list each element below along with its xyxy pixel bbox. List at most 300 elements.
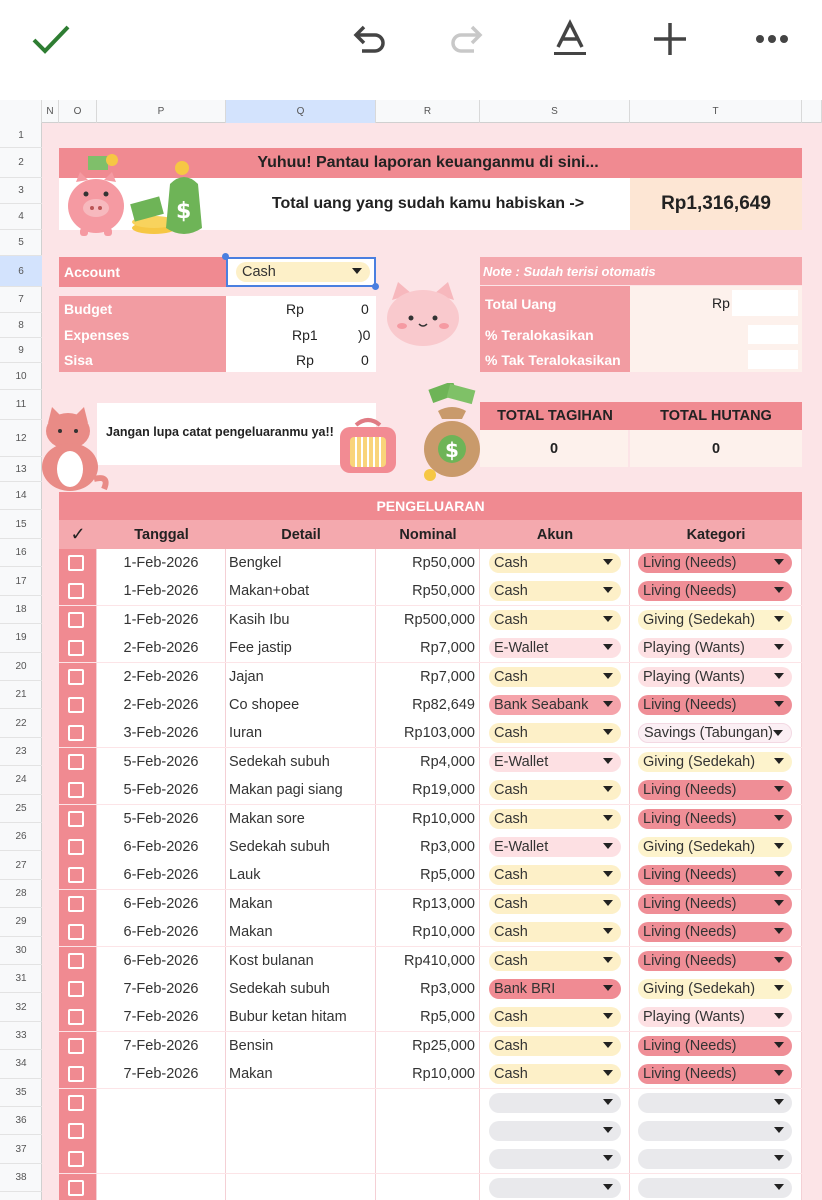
akun-cell[interactable] [480,1145,630,1173]
akun-cell[interactable] [480,776,630,804]
nominal-cell[interactable]: Rp5,000 [376,1003,480,1031]
detail-cell[interactable]: Bengkel [226,549,376,577]
chevron-down-icon [774,786,784,792]
nominal-cell[interactable]: Rp10,000 [376,805,480,833]
date-cell[interactable]: 5-Feb-2026 [97,805,226,833]
akun-cell[interactable] [480,606,630,634]
row-header[interactable]: 9 [0,338,42,363]
detail-cell[interactable]: Jajan [226,663,376,691]
column-header-n[interactable]: N [42,100,59,123]
row-header[interactable]: 8 [0,313,42,338]
expenses-value: Rp1 [292,327,318,343]
nominal-cell[interactable]: Rp10,000 [376,918,480,946]
row-checkbox[interactable] [68,555,84,571]
akun-cell[interactable] [480,918,630,946]
kategori-cell[interactable] [630,606,802,634]
kategori-cell[interactable] [630,634,802,662]
kategori-dropdown[interactable] [638,695,792,715]
kategori-cell[interactable] [630,918,802,946]
checkbox-cell [59,577,97,605]
total-tagihan-value[interactable]: 0 [480,430,630,467]
account-cell[interactable] [226,257,376,287]
checkbox-cell [59,947,97,975]
kategori-dropdown[interactable] [638,922,792,942]
row-checkbox[interactable] [68,754,84,770]
table-row [59,1117,802,1145]
kategori-cell[interactable] [630,691,802,719]
kategori-dropdown[interactable] [638,865,792,885]
kategori-cell[interactable] [630,776,802,804]
akun-cell[interactable] [480,1117,630,1145]
kategori-dropdown[interactable] [638,837,792,857]
row-header[interactable]: 13 [0,457,42,482]
akun-dropdown[interactable] [489,979,621,999]
row-header[interactable]: 20 [0,653,42,681]
header-kategori: Kategori [686,526,746,543]
header-akun: Akun [536,526,574,543]
kategori-dropdown[interactable] [638,1121,792,1141]
column-header-t[interactable]: T [630,100,802,123]
checkbox-cell [59,890,97,918]
kategori-cell[interactable] [630,1145,802,1173]
akun-dropdown[interactable] [489,610,621,630]
date-cell[interactable]: 6-Feb-2026 [97,918,226,946]
header-nominal: Nominal [399,526,457,543]
kategori-dropdown[interactable] [638,723,792,743]
akun-dropdown[interactable] [489,1007,621,1027]
row-header[interactable]: 17 [0,567,42,595]
chevron-down-icon [774,758,784,764]
akun-cell[interactable] [480,861,630,889]
kategori-cell[interactable] [630,549,802,577]
kategori-dropdown[interactable] [638,1064,792,1084]
selection-handle[interactable] [372,283,379,290]
row-header[interactable]: 37 [0,1135,42,1163]
akun-value: Cash [494,810,528,827]
kategori-dropdown[interactable] [638,951,792,971]
akun-dropdown[interactable] [489,553,621,573]
column-header-o[interactable]: O [59,100,97,123]
row-checkbox[interactable] [68,1009,84,1025]
akun-dropdown[interactable] [489,1064,621,1084]
row-header[interactable]: 25 [0,795,42,823]
akun-dropdown[interactable] [489,837,621,857]
chevron-down-icon [603,701,613,707]
nominal-cell[interactable]: Rp13,000 [376,890,480,918]
nominal-cell[interactable]: Rp3,000 [376,833,480,861]
row-header[interactable]: 6 [0,256,42,287]
akun-value: Cash [494,895,528,912]
row-checkbox[interactable] [68,839,84,855]
detail-cell[interactable]: Bensin [226,1032,376,1060]
akun-cell[interactable] [480,691,630,719]
akun-dropdown[interactable] [489,723,621,743]
row-header[interactable]: 38 [0,1164,42,1192]
row-header[interactable]: 31 [0,965,42,993]
teralokasikan-cell[interactable] [630,322,802,347]
date-cell[interactable] [97,1089,226,1117]
akun-cell[interactable] [480,805,630,833]
column-header-r[interactable]: R [376,100,480,123]
row-checkbox[interactable] [68,612,84,628]
table-row [59,634,802,662]
akun-dropdown[interactable] [489,667,621,687]
nominal-cell[interactable]: Rp5,000 [376,861,480,889]
akun-cell[interactable] [480,719,630,747]
akun-cell[interactable] [480,748,630,776]
budget-value-cell[interactable] [226,296,376,322]
chevron-down-icon [774,815,784,821]
row-header[interactable]: 33 [0,1022,42,1050]
total-hutang-value[interactable]: 0 [630,430,802,467]
column-header-s[interactable]: S [480,100,630,123]
row-checkbox[interactable] [68,1038,84,1054]
date-cell[interactable]: 6-Feb-2026 [97,861,226,889]
chevron-down-icon [603,559,613,565]
akun-cell[interactable] [480,549,630,577]
row-header[interactable]: 34 [0,1050,42,1078]
kategori-dropdown[interactable] [638,1178,792,1198]
nominal-cell[interactable]: Rp500,000 [376,606,480,634]
date-cell[interactable]: 6-Feb-2026 [97,833,226,861]
akun-cell[interactable] [480,975,630,1003]
more-icon[interactable] [747,14,797,64]
kategori-value: Living (Needs) [643,555,737,571]
akun-dropdown[interactable] [489,951,621,971]
kategori-dropdown[interactable] [638,979,792,999]
nominal-cell[interactable] [376,1089,480,1117]
kategori-dropdown[interactable] [638,780,792,800]
row-checkbox[interactable] [68,782,84,798]
akun-dropdown[interactable] [489,809,621,829]
kategori-dropdown[interactable] [638,894,792,914]
row-header[interactable]: 12 [0,420,42,457]
detail-cell[interactable] [226,1174,376,1200]
kategori-cell[interactable] [630,890,802,918]
date-cell[interactable]: 1-Feb-2026 [97,577,226,605]
row-checkbox[interactable] [68,1180,84,1196]
date-cell[interactable]: 1-Feb-2026 [97,549,226,577]
kategori-cell[interactable] [630,719,802,747]
checkbox-cell [59,1174,97,1200]
row-header[interactable]: 27 [0,851,42,879]
row-header[interactable]: 10 [0,363,42,390]
date-cell[interactable] [97,1117,226,1145]
chevron-down-icon [352,268,362,274]
date-cell[interactable]: 5-Feb-2026 [97,776,226,804]
kategori-cell[interactable] [630,748,802,776]
kategori-cell[interactable] [630,861,802,889]
selection-handle[interactable] [222,253,229,260]
row-header[interactable]: 5 [0,230,42,256]
nominal-cell[interactable]: Rp50,000 [376,549,480,577]
kategori-dropdown[interactable] [638,638,792,658]
date-cell[interactable]: 7-Feb-2026 [97,1003,226,1031]
nominal-cell[interactable]: Rp410,000 [376,947,480,975]
date-cell[interactable]: 7-Feb-2026 [97,1060,226,1088]
akun-value: Cash [494,867,528,884]
akun-cell[interactable] [480,577,630,605]
akun-dropdown[interactable] [489,865,621,885]
chevron-down-icon [603,900,613,906]
row-header[interactable]: 32 [0,993,42,1021]
kategori-cell[interactable] [630,663,802,691]
date-cell[interactable]: 5-Feb-2026 [97,748,226,776]
sisa-value-cell[interactable] [226,347,376,372]
reminder-text: Jangan lupa catat pengeluaranmu ya!! [106,425,334,439]
kategori-value: Playing (Wants) [643,640,745,657]
row-header[interactable]: 28 [0,880,42,908]
date-cell[interactable]: 7-Feb-2026 [97,1032,226,1060]
row-checkbox[interactable] [68,896,84,912]
date-cell[interactable]: 6-Feb-2026 [97,890,226,918]
account-dropdown[interactable] [236,262,370,282]
piggy-bank-icon [62,150,212,242]
kategori-dropdown[interactable] [638,1149,792,1169]
nominal-cell[interactable]: Rp10,000 [376,1060,480,1088]
akun-cell[interactable] [480,1060,630,1088]
kategori-cell[interactable] [630,1117,802,1145]
date-cell[interactable]: 3-Feb-2026 [97,719,226,747]
date-cell[interactable]: 6-Feb-2026 [97,947,226,975]
checkbox-cell [59,1003,97,1031]
kategori-dropdown[interactable] [638,667,792,687]
detail-cell[interactable]: Sedekah subuh [226,833,376,861]
detail-cell[interactable]: Bubur ketan hitam [226,1003,376,1031]
kategori-dropdown[interactable] [638,553,792,573]
row-checkbox[interactable] [68,640,84,656]
detail-cell[interactable] [226,1089,376,1117]
sisa-value: Rp [296,352,314,368]
detail-cell[interactable]: Kost bulanan [226,947,376,975]
total-hutang-label: TOTAL HUTANG [630,402,802,430]
redacted-block [748,350,798,369]
akun-value: Cash [494,782,528,799]
akun-cell[interactable] [480,947,630,975]
total-uang-label: Total Uang [480,286,630,322]
corner-cell[interactable] [0,100,42,123]
row-checkbox[interactable] [68,1123,84,1139]
akun-dropdown[interactable] [489,752,621,772]
check-header-icon: ✓ [70,524,86,544]
row-checkbox[interactable] [68,697,84,713]
row-checkbox[interactable] [68,811,84,827]
akun-dropdown[interactable] [489,638,621,658]
kategori-cell[interactable] [630,1174,802,1200]
kategori-cell[interactable] [630,805,802,833]
detail-cell[interactable]: Sedekah subuh [226,748,376,776]
row-header[interactable]: 19 [0,624,42,652]
akun-cell[interactable] [480,1003,630,1031]
date-cell[interactable]: 2-Feb-2026 [97,663,226,691]
checkbox-cell [59,805,97,833]
redo-icon[interactable] [443,14,493,64]
date-cell[interactable] [97,1174,226,1200]
chevron-down-icon [774,1070,784,1076]
akun-dropdown[interactable] [489,1093,621,1113]
akun-dropdown[interactable] [489,1121,621,1141]
chevron-down-icon [603,815,613,821]
nominal-cell[interactable]: Rp7,000 [376,663,480,691]
akun-dropdown[interactable] [489,581,621,601]
chevron-down-icon [774,1042,784,1048]
akun-cell[interactable] [480,1032,630,1060]
total-uang-cell[interactable] [630,286,802,322]
chevron-down-icon [603,843,613,849]
akun-cell[interactable] [480,890,630,918]
akun-dropdown[interactable] [489,922,621,942]
nominal-cell[interactable]: Rp82,649 [376,691,480,719]
kategori-cell[interactable] [630,975,802,1003]
row-checkbox[interactable] [68,1151,84,1167]
akun-cell[interactable] [480,634,630,662]
nominal-cell[interactable]: Rp25,000 [376,1032,480,1060]
kategori-dropdown[interactable] [638,581,792,601]
akun-dropdown[interactable] [489,1149,621,1169]
nominal-cell[interactable]: Rp4,000 [376,748,480,776]
kategori-cell[interactable] [630,833,802,861]
expenses-label: Expenses [59,322,226,347]
kategori-dropdown[interactable] [638,610,792,630]
row-header[interactable]: 35 [0,1079,42,1107]
column-header-p[interactable]: P [97,100,226,123]
kategori-cell[interactable] [630,1003,802,1031]
detail-cell[interactable]: Iuran [226,719,376,747]
chevron-down-icon [603,1013,613,1019]
row-checkbox[interactable] [68,981,84,997]
table-row [59,1003,802,1031]
kategori-dropdown[interactable] [638,1007,792,1027]
kategori-cell[interactable] [630,1060,802,1088]
kategori-cell[interactable] [630,1032,802,1060]
kategori-dropdown[interactable] [638,809,792,829]
row-header[interactable]: 21 [0,681,42,709]
nominal-cell[interactable] [376,1174,480,1200]
row-checkbox[interactable] [68,1095,84,1111]
text-format-icon[interactable] [545,14,595,64]
akun-dropdown[interactable] [489,1178,621,1198]
detail-cell[interactable]: Kasih Ibu [226,606,376,634]
date-cell[interactable]: 1-Feb-2026 [97,606,226,634]
akun-dropdown[interactable] [489,695,621,715]
row-checkbox[interactable] [68,669,84,685]
row-header[interactable]: 18 [0,596,42,624]
table-row [59,1174,802,1200]
kategori-cell[interactable] [630,577,802,605]
row-header[interactable]: 7 [0,287,42,313]
detail-cell[interactable]: Makan [226,918,376,946]
detail-cell[interactable]: Makan pagi siang [226,776,376,804]
table-row [59,975,802,1003]
column-header-q[interactable]: Q [226,100,376,123]
table-row [59,833,802,861]
akun-cell[interactable] [480,833,630,861]
row-header[interactable]: 30 [0,937,42,965]
kategori-dropdown[interactable] [638,752,792,772]
row-header[interactable]: 2 [0,148,42,178]
row-checkbox[interactable] [68,924,84,940]
row-checkbox[interactable] [68,1066,84,1082]
expenses-value-cell[interactable] [226,322,376,347]
detail-cell[interactable]: Lauk [226,861,376,889]
kategori-dropdown[interactable] [638,1036,792,1056]
row-header[interactable]: 36 [0,1107,42,1135]
akun-dropdown[interactable] [489,894,621,914]
kategori-value: Living (Needs) [643,867,737,884]
row-checkbox[interactable] [68,583,84,599]
detail-cell[interactable]: Co shopee [226,691,376,719]
row-header[interactable]: 15 [0,510,42,539]
tak-teralokasikan-cell[interactable] [630,347,802,372]
table-row [59,805,802,833]
nominal-cell[interactable]: Rp3,000 [376,975,480,1003]
chevron-down-icon [603,1070,613,1076]
row-header[interactable]: 1 [0,123,42,148]
teralokasikan-label: % Teralokasikan [480,322,630,347]
detail-cell[interactable] [226,1117,376,1145]
row-header[interactable]: 16 [0,539,42,567]
row-header[interactable]: 14 [0,482,42,510]
kategori-dropdown[interactable] [638,1093,792,1113]
row-checkbox[interactable] [68,725,84,741]
akun-cell[interactable] [480,1089,630,1117]
nominal-cell[interactable]: Rp7,000 [376,634,480,662]
date-cell[interactable] [97,1145,226,1173]
nominal-cell[interactable]: Rp19,000 [376,776,480,804]
undo-icon[interactable] [343,14,393,64]
spreadsheet [0,100,822,1200]
kategori-cell[interactable] [630,947,802,975]
check-icon[interactable] [26,14,76,64]
row-header[interactable]: 4 [0,204,42,230]
akun-cell[interactable] [480,1174,630,1200]
nominal-cell[interactable] [376,1145,480,1173]
row-checkbox[interactable] [68,867,84,883]
row-header[interactable]: 23 [0,738,42,766]
chevron-down-icon [603,729,613,735]
detail-cell[interactable] [226,1145,376,1173]
akun-cell[interactable] [480,663,630,691]
date-cell[interactable]: 2-Feb-2026 [97,634,226,662]
date-cell[interactable]: 7-Feb-2026 [97,975,226,1003]
checkbox-cell [59,1060,97,1088]
chevron-down-icon [774,587,784,593]
row-header[interactable]: 24 [0,766,42,794]
kategori-cell[interactable] [630,1089,802,1117]
detail-cell[interactable]: Fee jastip [226,634,376,662]
detail-cell[interactable]: Makan [226,890,376,918]
detail-cell[interactable]: Makan [226,1060,376,1088]
detail-cell[interactable]: Sedekah subuh [226,975,376,1003]
detail-cell[interactable]: Makan+obat [226,577,376,605]
row-header[interactable]: 29 [0,908,42,936]
row-checkbox[interactable] [68,953,84,969]
nominal-cell[interactable] [376,1117,480,1145]
row-header[interactable]: 11 [0,390,42,420]
nominal-cell[interactable]: Rp103,000 [376,719,480,747]
plus-icon[interactable] [645,14,695,64]
date-cell[interactable]: 2-Feb-2026 [97,691,226,719]
akun-dropdown[interactable] [489,780,621,800]
money-bag-icon [418,383,486,483]
akun-dropdown[interactable] [489,1036,621,1056]
table-row [59,918,802,946]
row-header[interactable]: 22 [0,709,42,737]
row-header[interactable]: 3 [0,178,42,204]
row-header[interactable]: 26 [0,823,42,851]
detail-cell[interactable]: Makan sore [226,805,376,833]
nominal-cell[interactable]: Rp50,000 [376,577,480,605]
